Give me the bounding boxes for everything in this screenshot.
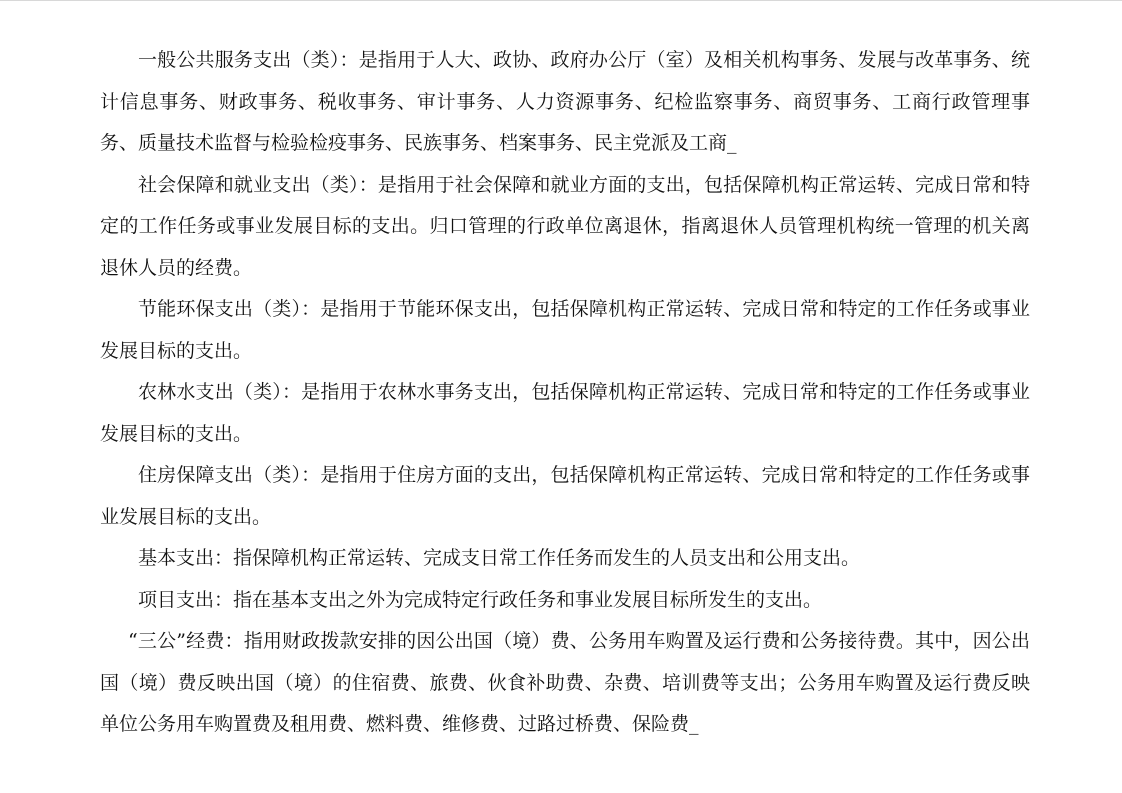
paragraph-energy-environment: 节能环保支出（类）：是指用于节能环保支出，包括保障机构正常运转、完成日常和特定的工作任务或事业发展目标的支出。: [100, 298, 1030, 362]
paragraph-basic-expenditure: 基本支出：指保障机构正常运转、完成支日常工作任务而发生的人员支出和公用支出。: [138, 547, 861, 569]
paragraph-project-expenditure: 项目支出：指在基本支出之外为完成特定行政任务和事业发展目标所发生的支出。: [138, 588, 823, 611]
paragraph-social-security-employment: 社会保障和就业支出（类）：是指用于社会保障和就业方面的支出，包括保障机构正常运转、完成日常和特定的工作任务或事业发展目标的支出。归口管理的行政单位离退休，指离退休人员管理机构统一管理的机关离退休人员的经费。: [100, 173, 1030, 279]
paragraph-agriculture-forestry-water: 农林水支出（类）：是指用于农林水事务支出，包括保障机构正常运转、完成日常和特定的工作任务或事业发展目标的支出。: [100, 381, 1030, 445]
paragraph-general-public-services: 一般公共服务支出（类）：是指用于人大、政协、政府办公厅（室）及相关机构事务、发展与改革事务、统计信息事务、财政事务、税收事务、审计事务、人力资源事务、纪检监察事务、商贸事务、工商行政管理事务、质量技术监督与检验检疫事务、民族事务、档案事务、民主党派及工商_: [100, 49, 1030, 154]
document-body: [100, 40, 1030, 746]
page-top-border: [0, 0, 1122, 1]
paragraph-three-public-expenses: “三公”经费：指用财政拨款安排的因公出国（境）费、公务用车购置及运行费和公务接待费。其中，因公出国（境）费反映出国（境）的住宿费、旅费、伙食补助费、杂费、培训费等支出；公务用车购置及运行费反映单位公务用车购置费及租用费、燃料费、维修费、过路过桥费、保险费_: [100, 630, 1030, 735]
paragraph-housing-security: 住房保障支出（类）：是指用于住房方面的支出，包括保障机构正常运转、完成日常和特定的工作任务或事业发展目标的支出。: [100, 464, 1030, 528]
